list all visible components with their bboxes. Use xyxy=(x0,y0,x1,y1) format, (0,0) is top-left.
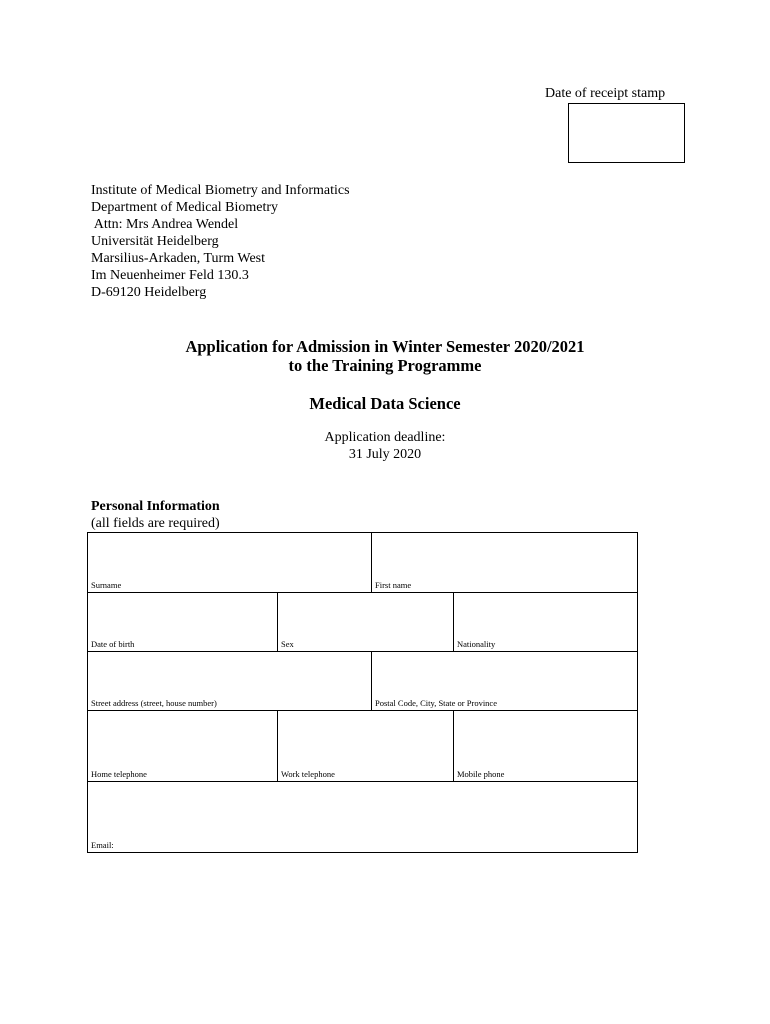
field-label: Date of birth xyxy=(91,639,135,649)
surname-field[interactable] xyxy=(87,532,372,593)
field-label: Nationality xyxy=(457,639,496,649)
field-label: First name xyxy=(375,580,412,590)
field-label: Email: xyxy=(91,840,114,850)
receipt-stamp-box xyxy=(568,103,685,163)
programme-name: Medical Data Science xyxy=(309,394,461,413)
street-address-field[interactable] xyxy=(87,651,372,711)
address-line: D-69120 Heidelberg xyxy=(91,285,207,300)
stamp-label: Date of receipt stamp xyxy=(545,86,666,101)
home-telephone-field[interactable] xyxy=(87,710,278,782)
field-label: Mobile phone xyxy=(457,769,505,779)
field-label: Home telephone xyxy=(91,769,147,779)
field-label: Work telephone xyxy=(281,769,335,779)
document-subtitle: to the Training Programme xyxy=(288,356,482,375)
address-line: Im Neuenheimer Feld 130.3 xyxy=(91,268,249,283)
section-title: Personal Information xyxy=(91,499,220,514)
address-line: Department of Medical Biometry xyxy=(91,200,278,215)
deadline-label: Application deadline: xyxy=(324,430,446,445)
deadline-date: 31 July 2020 xyxy=(348,447,422,462)
field-label: Sex xyxy=(281,639,294,649)
mobile-phone-field[interactable] xyxy=(453,710,638,782)
nationality-field[interactable] xyxy=(453,592,638,652)
work-telephone-field[interactable] xyxy=(277,710,454,782)
first-name-field[interactable] xyxy=(371,532,638,593)
date-of-birth-field[interactable] xyxy=(87,592,278,652)
address-line: Universität Heidelberg xyxy=(91,234,219,249)
address-line: Attn: Mrs Andrea Wendel xyxy=(91,217,239,232)
field-label: Street address (street, house number) xyxy=(91,698,217,708)
address-line: Marsilius-Arkaden, Turm West xyxy=(91,251,266,266)
email-field[interactable] xyxy=(87,781,638,853)
field-label: Postal Code, City, State or Province xyxy=(375,698,497,708)
section-note: (all fields are required) xyxy=(91,516,220,531)
document-title: Application for Admission in Winter Semester 2020/2021 xyxy=(185,337,585,356)
postal-code-city-field[interactable] xyxy=(371,651,638,711)
sex-field[interactable] xyxy=(277,592,454,652)
address-line: Institute of Medical Biometry and Informatics xyxy=(91,183,350,198)
field-label: Surname xyxy=(91,580,122,590)
recipient-address xyxy=(91,182,350,301)
